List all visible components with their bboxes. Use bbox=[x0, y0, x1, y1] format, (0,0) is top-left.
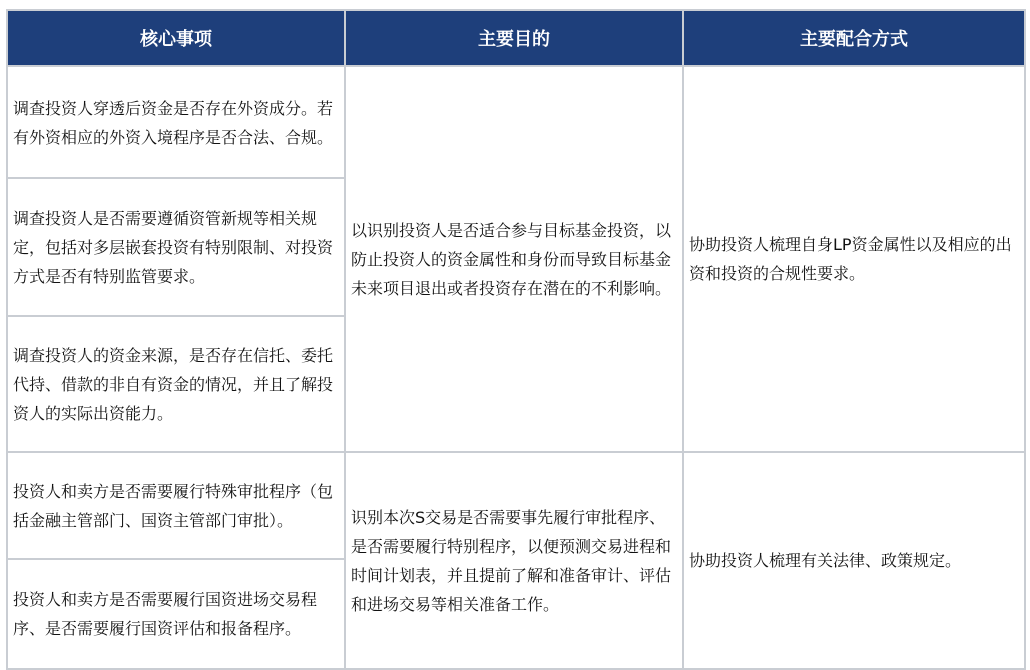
due-diligence-table-container bbox=[6, 9, 1024, 663]
header-main-purpose: 主要目的 bbox=[345, 10, 683, 66]
purpose-cell: 以识别投资人是否适合参与目标基金投资，以防止投资人的资金属性和身份而导致目标基金未来项目退出或者投资存在潜在的不利影响。 bbox=[345, 66, 683, 452]
core-matter-cell: 调查投资人的资金来源，是否存在信托、委托代持、借款的非自有资金的情况，并且了解投资人的实际出资能力。 bbox=[7, 316, 345, 452]
table-row bbox=[7, 66, 1025, 178]
due-diligence-table bbox=[6, 9, 1026, 670]
header-cooperation-method: 主要配合方式 bbox=[683, 10, 1025, 66]
core-matter-cell: 调查投资人是否需要遵循资管新规等相关规定，包括对多层嵌套投资有特别限制、对投资方式是否有特别监管要求。 bbox=[7, 178, 345, 316]
table-row bbox=[7, 452, 1025, 559]
header-core-matters: 核心事项 bbox=[7, 10, 345, 66]
core-matter-cell: 调查投资人穿透后资金是否存在外资成分。若有外资相应的外资入境程序是否合法、合规。 bbox=[7, 66, 345, 178]
table-header-row bbox=[7, 10, 1025, 66]
purpose-cell: 识别本次S交易是否需要事先履行审批程序、是否需要履行特别程序，以便预测交易进程和时间计划表，并且提前了解和准备审计、评估和进场交易等相关准备工作。 bbox=[345, 452, 683, 669]
cooperation-cell: 协助投资人梳理自身LP资金属性以及相应的出资和投资的合规性要求。 bbox=[683, 66, 1025, 452]
cooperation-cell: 协助投资人梳理有关法律、政策规定。 bbox=[683, 452, 1025, 669]
core-matter-cell: 投资人和卖方是否需要履行特殊审批程序（包括金融主管部门、国资主管部门审批）。 bbox=[7, 452, 345, 559]
core-matter-cell: 投资人和卖方是否需要履行国资进场交易程序、是否需要履行国资评估和报备程序。 bbox=[7, 559, 345, 669]
